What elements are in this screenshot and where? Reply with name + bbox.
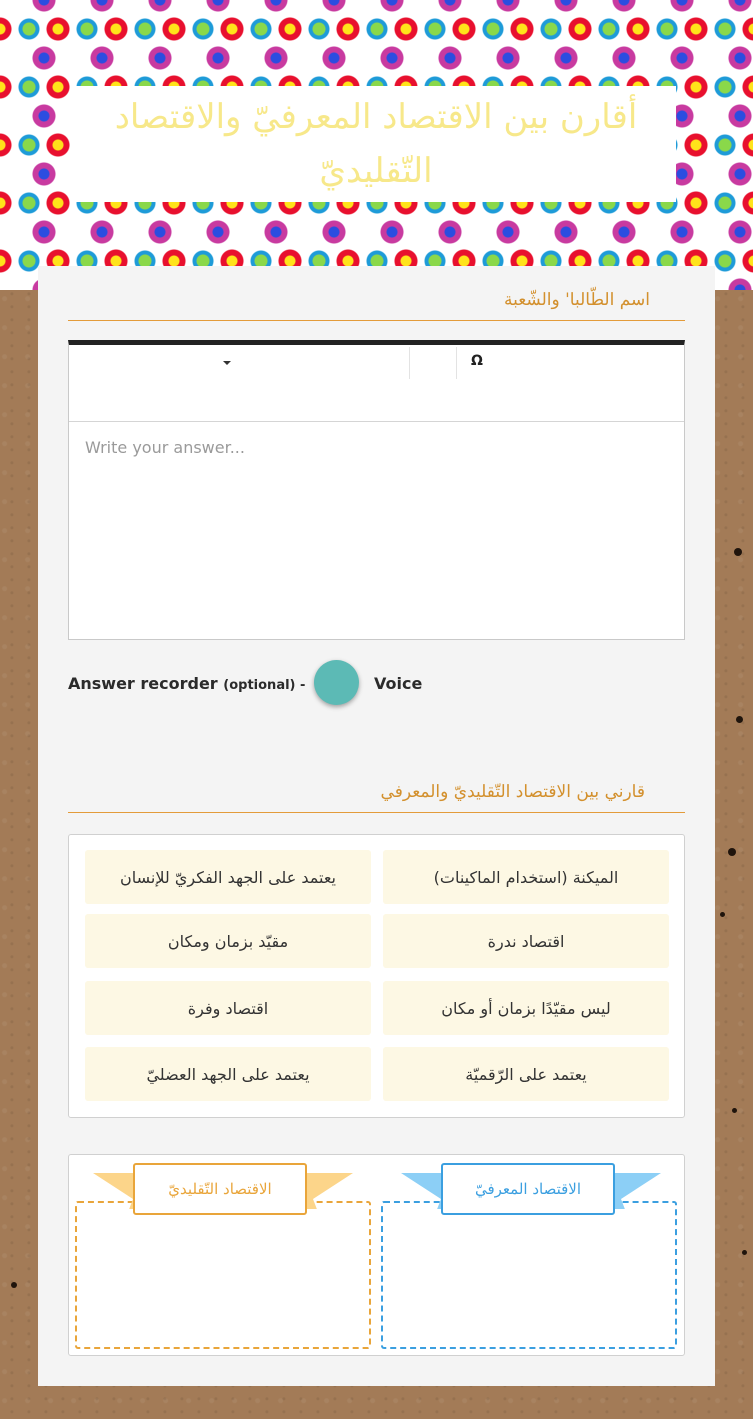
drag-item[interactable]: ليس مقيّدًا بزمان أو مكان [383,981,669,1035]
category-drop-area [68,1154,685,1356]
format-dropdown-caret[interactable] [223,361,231,365]
recorder-optional-text: (optional) - [223,678,306,693]
cork-spot [736,716,743,723]
student-name-heading-text: اسم الطّالبا' والشّعبة [503,290,650,310]
page-title: أقارن بين الاقتصاد المعرفيّ والاقتصاد التّقليديّ [76,86,676,202]
category-label-traditional-economy: الاقتصاد التّقليديّ [133,1163,307,1215]
cork-spot [732,1108,737,1113]
drag-item[interactable]: يعتمد على الرّقميّة [383,1047,669,1101]
worksheet-card [38,266,715,1386]
drag-item[interactable]: يعتمد على الجهد الفكريّ للإنسان [85,850,371,904]
drag-item[interactable]: الميكنة (استخدام الماكينات) [383,850,669,904]
special-character-button[interactable]: Ω [471,353,483,369]
voice-label: Voice [374,674,423,693]
drop-zone-knowledge-economy[interactable] [381,1201,677,1349]
drag-item[interactable]: اقتصاد وفرة [85,981,371,1035]
answer-editor [68,340,685,640]
cork-spot [728,848,736,856]
cork-spot [742,1250,747,1255]
compare-heading [68,782,685,813]
student-name-heading [68,290,685,321]
drop-zone-traditional-economy[interactable] [75,1201,371,1349]
cork-spot [734,548,742,556]
drag-item[interactable]: يعتمد على الجهد العضليّ [85,1047,371,1101]
draggable-items-pool [68,834,685,1118]
toolbar-divider [456,347,457,379]
answer-input[interactable] [69,422,684,638]
recorder-label [68,674,305,693]
recorder-label-text: Answer recorder [68,674,218,693]
compare-heading-text: قارني بين الاقتصاد التّقليديّ والمعرفي [380,782,645,802]
category-label-knowledge-economy: الاقتصاد المعرفيّ [441,1163,615,1215]
answer-recorder [68,660,568,708]
editor-toolbar [69,345,684,422]
drag-item[interactable]: مقيّد بزمان ومكان [85,914,371,968]
cork-spot [720,912,725,917]
toolbar-divider [409,347,410,379]
page-banner [0,0,753,290]
drag-item[interactable]: اقتصاد ندرة [383,914,669,968]
record-voice-button[interactable] [314,660,359,705]
cork-spot [11,1282,17,1288]
